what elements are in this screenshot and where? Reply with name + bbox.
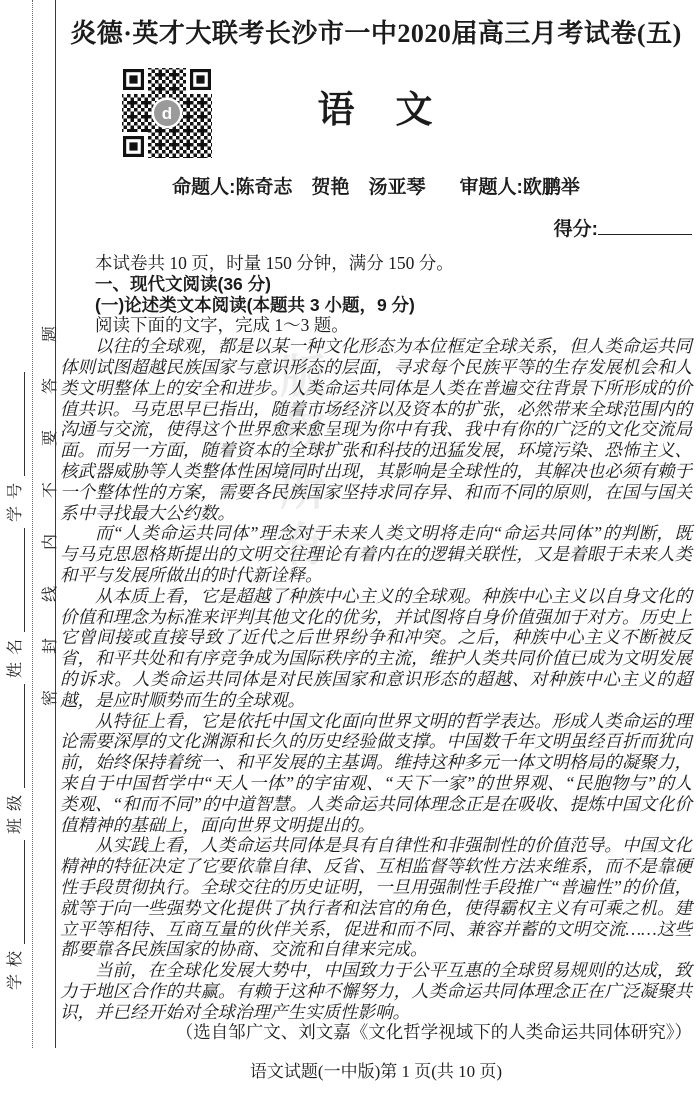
passage-paragraph: 而“人类命运共同体”理念对于未来人类文明将走向“命运共同体”的判断，既与马克思恩格斯提出的文明交往理论有着内在的逻辑关联性，又是着眼于未来人类和平与发展所做出的时代新诠释。	[60, 523, 692, 585]
reviewer-name: 审题人:欧鹏举	[459, 177, 580, 198]
exam-body	[60, 253, 692, 1043]
field-school-label: 学校	[7, 943, 24, 990]
watermark: 版权所有	[274, 352, 325, 576]
field-name-label: 姓名	[7, 631, 24, 678]
reading-instruction: 阅读下面的文字，完成 1～3 题。	[95, 315, 349, 336]
passage-paragraph: 从本质上看，它是超越了种族中心主义的全球观。种族中心主义以自身文化的价值和理念为标准来评判其他文化的优劣，并试图将自身价值强加于对方。历史上它曾间接或直接导致了近代之后世界纷争和冲突。之后，种族中心主义不断被反省，和平共处和有序竞争成为国际秩序的主流，维护人类共同价值已成为文明发展的诉求。人类命运共同体是对民族国家和意识形态的超越、对种族中心主义的超越，是应时顺势而生的全球观。	[60, 585, 692, 710]
field-number-label: 学号	[7, 475, 24, 522]
field-school-line	[10, 840, 25, 944]
setters-line	[60, 172, 692, 199]
field-number-line	[10, 372, 25, 476]
seal-dotted-line	[32, 0, 33, 1048]
field-name-line	[10, 528, 25, 632]
field-class-label: 班级	[7, 787, 24, 834]
student-info-fields	[3, 92, 25, 992]
page-footer: 语文试题(一中版)第 1 页(共 10 页)	[249, 1062, 503, 1081]
exam-title: 炎德·英才大联考长沙市一中2020届高三月考试卷(五)	[70, 19, 682, 48]
intro-line: 本试卷共 10 页，时量 150 分钟，满分 150 分。	[95, 253, 454, 273]
source-attribution: （选自邹广文、刘文嘉《文化哲学视域下的人类命运共同体研究》）	[175, 1022, 692, 1043]
passage-paragraph: 从特征上看，它是依托中国文化面向世界文明的哲学表达。形成人类命运的理论需要深厚的文化渊源和长久的历史经验做支撑。中国数千年文明虽经百折而犹向前，始终保持着统一、和平发展的主基调。维持这种多元一体文明格局的凝聚力，来自于中国哲学中“天人一体”的宇宙观、“天下一家”的世界观、“民胞物与”的人类观、“和而不同”的中道智慧。人类命运共同体理念正是在吸收、提炼中国文化价值精神的基础上，面向世界文明提出的。	[60, 710, 692, 835]
setter-names: 命题人:陈奇志 贺艳 汤亚琴	[172, 177, 426, 198]
seal-notice: 密封线内不要答题	[42, 289, 59, 706]
section-heading: 一、现代文阅读(36 分)	[95, 273, 271, 294]
score-label: 得分:	[553, 219, 598, 240]
subsection-heading: (一)论述类文本阅读(本题共 3 小题，9 分)	[95, 294, 415, 315]
passage-paragraph: 以往的全球观，都是以某一种文化形态为本位框定全球关系，但人类命运共同体则试图超越民族国家与意识形态的层面，寻求每个民族平等的生存发展机会和人类文明整体上的安全和进步。人类命运共同体是人类在普遍交往背景下所形成的价值共识。马克思早已指出，随着市场经济以及资本的扩张，必然带来全球范围内的沟通与交流，使得这个世界愈来愈呈现为你中有我、我中有你的广泛的文化交流局面。而另一方面，随着资本的全球扩张和科技的迅猛发展，环境污染、恐怖主义、核武器威胁等人类整体性困境同时出现，其影响是全球性的，其解决也必须有赖于一个整体性的方案，需要各民族国家坚持求同存异、和而不同的原则，在国与国关系中寻找最大公约数。	[60, 336, 692, 523]
field-class-line	[10, 684, 25, 788]
score-row	[60, 214, 692, 241]
passage-paragraph: 当前，在全球化发展大势中，中国致力于公平互惠的全球贸易规则的达成，致力于地区合作的共赢。有赖于这种不懈努力，人类命运共同体理念正在广泛凝聚共识，并已经开始对全球治理产生实质性影响。	[60, 960, 692, 1022]
score-blank-line	[598, 218, 692, 235]
qr-finder-bottom-left	[123, 136, 144, 157]
passage-paragraph: 从实践上看，人类命运共同体是具有自律性和非强制性的价值范导。中国文化精神的特征决定了它要依靠自律、反省、互相监督等软性方法来维系，而不是靠硬性手段贯彻执行。全球交往的历史证明，一旦用强制性手段推广“普遍性”的价值，就等于向一些强势文化提供了执行者和法官的角色，使得霸权主义有可乘之机。建立平等相待、互商互量的伙伴关系，促进和而不同、兼容并蓄的文明交流……这些都要靠各民族国家的协商、交流和自律来完成。	[60, 835, 692, 960]
subject-title: 语 文	[317, 90, 435, 131]
qr-logo-letter: d	[161, 104, 173, 123]
